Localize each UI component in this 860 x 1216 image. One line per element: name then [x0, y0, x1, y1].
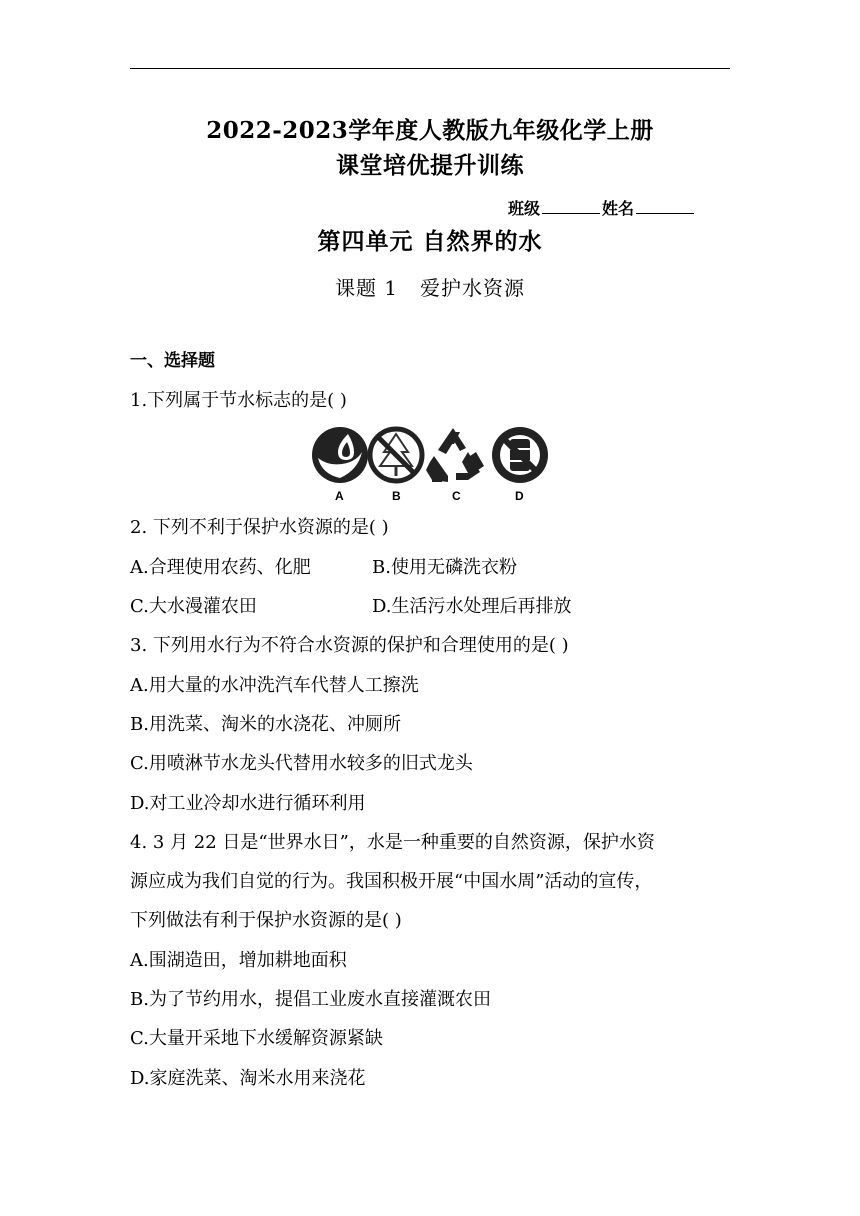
class-label: 班级	[508, 199, 541, 218]
icon-label-a: A	[335, 489, 344, 503]
recycle-icon	[426, 428, 484, 482]
question-4-stem-line1: 4. 3 月 22 日是“世界水日”，水是一种重要的自然资源，保护水资	[130, 832, 655, 853]
question-2-stem: 2. 下列不利于保护水资源的是( )	[130, 517, 389, 538]
question-4-option-a: A.围湖造田，增加耕地面积	[130, 950, 347, 971]
name-blank[interactable]	[636, 199, 694, 214]
icon-label-c: C	[452, 489, 461, 503]
option-c: C.大水漫灌农田	[130, 596, 257, 617]
worksheet-subtitle: 课堂培优提升训练	[336, 152, 524, 179]
question-4-option-b: B.为了节约用水，提倡工业废水直接灌溉农田	[130, 989, 491, 1010]
question-3-option-c: C.用喷淋节水龙头代替用水较多的旧式龙头	[130, 753, 473, 774]
question-1-stem: 1.下列属于节水标志的是( )	[130, 390, 347, 411]
name-label: 姓名	[602, 199, 635, 218]
icon-label-b: B	[392, 489, 401, 503]
question-2-options-row1	[130, 553, 730, 579]
question-3-stem: 3. 下列用水行为不符合水资源的保护和合理使用的是( )	[130, 635, 569, 656]
question-2-options-row2	[130, 592, 730, 618]
question-4-option-c: C.大量开采地下水缓解资源紧缺	[130, 1028, 383, 1049]
question-4-stem-line2: 源应成为我们自觉的行为。我国积极开展“中国水周”活动的宣传，	[130, 871, 653, 892]
water-drop-hand-icon	[312, 427, 368, 483]
question-3-option-d: D.对工业冷却水进行循环利用	[130, 793, 366, 814]
icon-label-d: D	[515, 489, 524, 503]
option-d: D.生活污水处理后再排放	[372, 596, 572, 617]
question-3-option-a: A.用大量的水冲洗汽车代替人工擦洗	[130, 675, 419, 696]
no-deforestation-icon	[370, 429, 422, 481]
class-name-fields	[508, 196, 696, 219]
class-blank[interactable]	[542, 199, 600, 214]
no-dumping-barrel-icon	[492, 427, 548, 483]
lesson-title	[0, 272, 860, 301]
header-rule	[130, 68, 730, 69]
question-4-stem-line3: 下列做法有利于保护水资源的是( )	[130, 910, 402, 931]
worksheet-title: 2022-2023学年度人教版九年级化学上册	[206, 117, 654, 144]
option-b: B.使用无磷洗衣粉	[372, 557, 517, 578]
section-title: 一、选择题	[130, 351, 215, 371]
question-3-option-b: B.用洗菜、淘米的水浇花、冲厕所	[130, 714, 401, 735]
lesson-name: 爱护水资源	[420, 276, 526, 300]
lesson-number: 课题 1	[334, 276, 399, 300]
question-4-option-d: D.家庭洗菜、淘米水用来浇花	[130, 1068, 366, 1089]
unit-title: 第四单元 自然界的水	[317, 229, 543, 255]
option-a: A.合理使用农药、化肥	[130, 557, 311, 578]
